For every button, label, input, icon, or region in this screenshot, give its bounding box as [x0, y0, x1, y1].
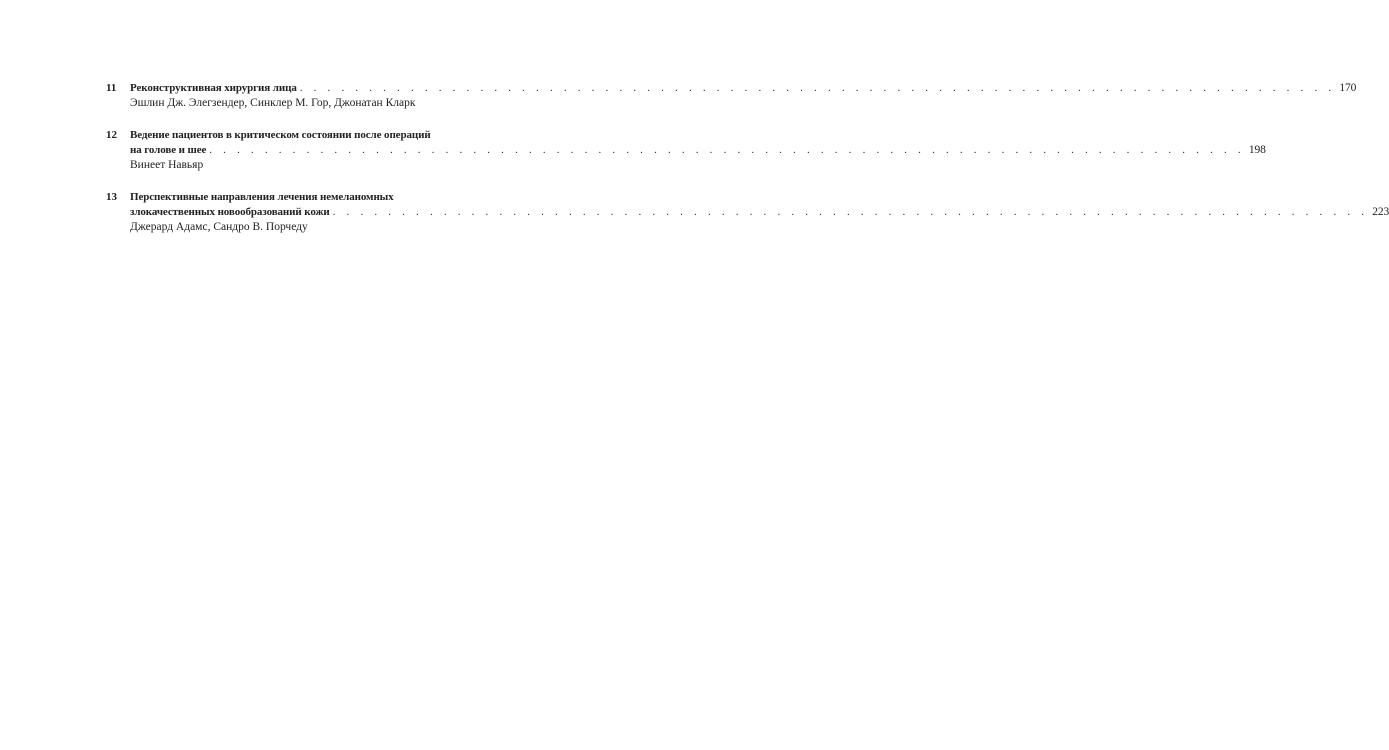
toc-entry-body [130, 190, 1389, 235]
chapter-title-continued: злокачественных новообразований кожи [130, 206, 330, 218]
dot-leader: . . . . . . . . . . . . . . . . . . . . . . . . . . . . . . . . . . . . . . . . . . . . . . . . . . . . . . . . . . . . . . . . . . . . . . . . . . . [332, 206, 1369, 218]
dot-leader: . . . . . . . . . . . . . . . . . . . . . . . . . . . . . . . . . . . . . . . . . . . . . . . . . . . . . . . . . . . . . . . . . . . . . . . . . . . [299, 82, 1336, 94]
chapter-title-continued: на голове и шее [130, 144, 207, 156]
chapter-title-line [130, 205, 1389, 220]
chapter-title-line [130, 143, 1266, 158]
chapter-title: Перспективные направления лечения немеланомных [130, 191, 394, 203]
chapter-authors: Эшлин Дж. Элегзендер, Синклер М. Гор, Джонатан Кларк [130, 97, 416, 109]
chapter-title-line [130, 81, 1357, 96]
toc-entry-body [130, 128, 1266, 173]
table-of-contents [106, 81, 1389, 252]
page-number: 170 [1339, 82, 1357, 94]
dot-leader: . . . . . . . . . . . . . . . . . . . . . . . . . . . . . . . . . . . . . . . . . . . . . . . . . . . . . . . . . . . . . . . . . . . . . . . . . . . [209, 144, 1245, 156]
toc-entry-12 [106, 128, 1266, 173]
page-number: 198 [1248, 144, 1266, 156]
chapter-number: 13 [106, 191, 117, 203]
toc-entry-body [130, 81, 1357, 111]
chapter-number: 11 [106, 82, 117, 94]
chapter-title: Ведение пациентов в критическом состоянии после операций [130, 129, 431, 141]
chapter-authors: Винеет Навьяр [130, 159, 204, 171]
toc-entry-11 [106, 81, 1357, 111]
chapter-authors: Джерард Адамс, Сандро В. Порчеду [130, 221, 308, 233]
page-number: 223 [1372, 206, 1389, 218]
chapter-title: Реконструктивная хирургия лица [130, 82, 297, 94]
toc-entry-13 [106, 190, 1389, 235]
chapter-number: 12 [106, 129, 117, 141]
